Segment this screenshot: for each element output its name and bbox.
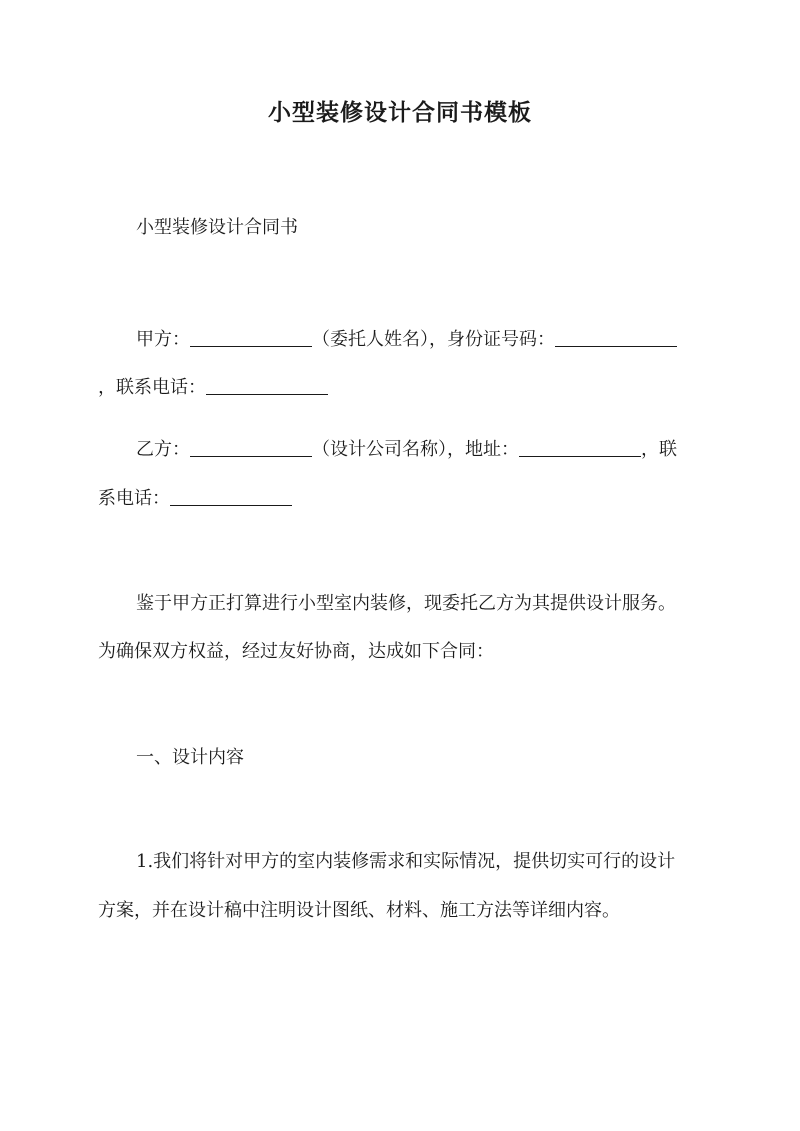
preamble-line-1: 鉴于甲方正打算进行小型室内装修，现委托乙方为其提供设计服务。 <box>136 593 676 614</box>
section-1-heading: 一、设计内容 <box>136 747 244 768</box>
party-b-phone-prefix: ，联 <box>641 439 677 460</box>
party-a-name-blank <box>190 328 312 347</box>
party-b-phone-line <box>98 473 702 525</box>
party-a-phone-line <box>98 362 702 414</box>
party-a-id-blank <box>555 328 677 347</box>
section-1-item-1-line-1: 1.我们将针对甲方的室内装修需求和实际情况，提供切实可行的设计 <box>136 851 676 872</box>
party-b-name-note: （设计公司名称），地址： <box>312 439 519 460</box>
party-b-line <box>136 424 702 476</box>
contract-subtitle: 小型装修设计合同书 <box>136 217 298 238</box>
party-b-address-blank <box>519 438 641 457</box>
party-a-phone-label: ，联系电话： <box>98 377 206 398</box>
document-title: 小型装修设计合同书模板 <box>268 99 532 126</box>
party-a-name-note: （委托人姓名），身份证号码： <box>312 329 555 350</box>
party-b-phone-blank <box>170 487 292 506</box>
party-b-phone-label: 系电话： <box>98 488 170 509</box>
party-a-label: 甲方： <box>136 329 190 350</box>
party-a-line <box>136 314 702 366</box>
party-a-phone-blank <box>206 376 328 395</box>
preamble-line-2: 为确保双方权益，经过友好协商，达成如下合同： <box>98 641 494 662</box>
section-1-item-1-line-2: 方案，并在设计稿中注明设计图纸、材料、施工方法等详细内容。 <box>98 900 620 921</box>
party-b-name-blank <box>190 438 312 457</box>
party-b-label: 乙方： <box>136 439 190 460</box>
